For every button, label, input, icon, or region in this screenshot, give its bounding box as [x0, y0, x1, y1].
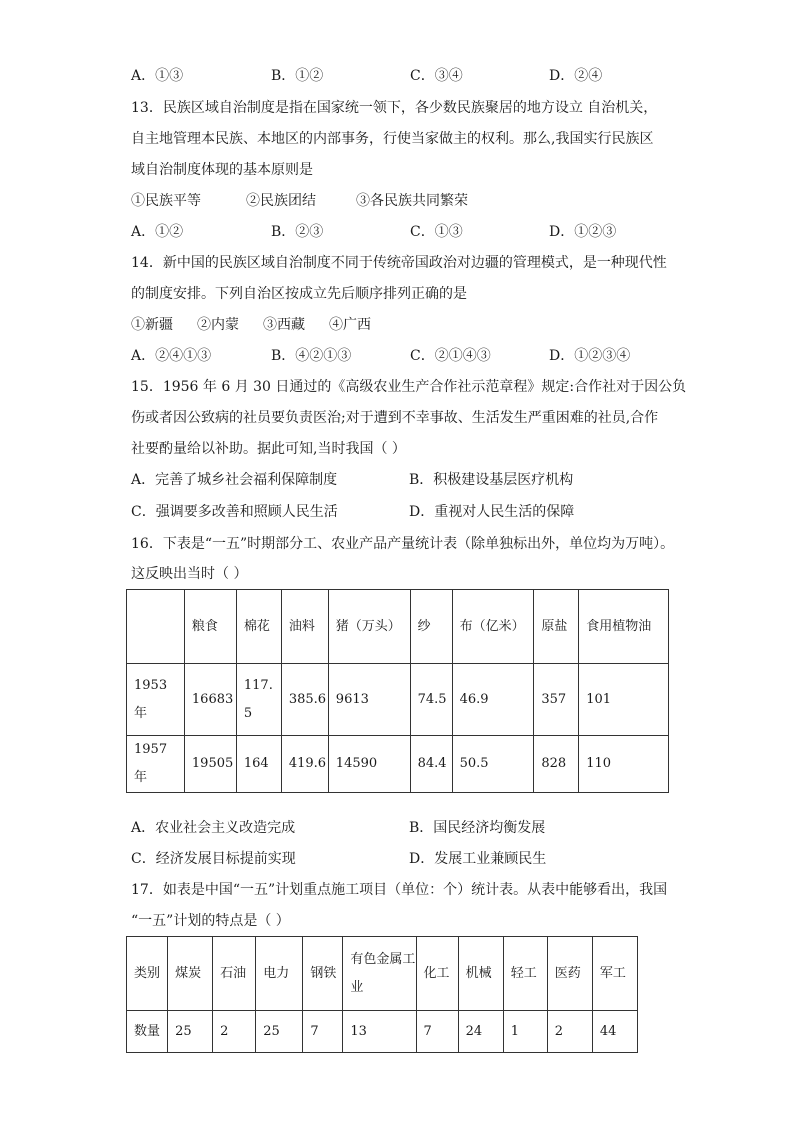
table-cell: 24: [458, 1011, 503, 1053]
table-cell: 101: [579, 664, 669, 736]
table-cell: 828: [534, 736, 579, 793]
table-row: [127, 736, 669, 793]
table-header-cell: 机械: [458, 937, 503, 1011]
q15-option-b: B．积极建设基层医疗机构: [409, 472, 574, 488]
table-cell: 14590: [328, 736, 410, 793]
q14-item-2: ②内蒙: [197, 317, 239, 333]
table-header-cell: 纱: [410, 590, 452, 664]
q15-option-a: A．完善了城乡社会福利保障制度: [131, 472, 338, 488]
table-cell: 117.5: [236, 664, 281, 736]
table-cell: 419.6: [281, 736, 328, 793]
table-cell: 13: [343, 1011, 416, 1053]
table-cell: 385.6: [281, 664, 328, 736]
q16-option-a: A．农业社会主义改造完成: [131, 820, 296, 836]
q13-option-a: A．①②: [131, 224, 184, 240]
table-row: [127, 664, 669, 736]
q15-stem-line-3: 社要酌量给以补助。据此可知,当时我国（ ）: [131, 441, 406, 457]
q14-item-3: ③西藏: [263, 317, 305, 333]
table-cell: 357: [534, 664, 579, 736]
q13-option-d: D．①②③: [549, 224, 617, 240]
table-cell: 74.5: [410, 664, 452, 736]
table-cell: 46.9: [452, 664, 534, 736]
q13-stem-line-3: 域自治制度体现的基本原则是: [131, 162, 313, 178]
table-header-cell: 粮食: [184, 590, 236, 664]
table-header-cell: 原盐: [534, 590, 579, 664]
q12-option-a: A．①③: [131, 68, 184, 84]
q12-option-c: C．③④: [410, 68, 463, 84]
q15-options-row-1: [131, 470, 691, 490]
table-header-cell: 煤炭: [168, 937, 213, 1011]
q15-option-c: C．强调要多改善和照顾人民生活: [131, 504, 338, 520]
q16-option-d: D．发展工业兼顾民生: [409, 851, 547, 867]
table-row: [127, 1011, 638, 1053]
q13-stem-line-2: 自主地管理本民族、本地区的内部事务，行使当家做主的权利。那么,我国实行民族区: [131, 131, 654, 147]
table-header-cell: 有色金属工业: [343, 937, 416, 1011]
table-cell: 164: [236, 736, 281, 793]
table-header-cell: 军工: [592, 937, 637, 1011]
q16-options-row-2: [131, 849, 691, 869]
table-cell: 1953 年: [127, 664, 185, 736]
table-cell: 19505: [184, 736, 236, 793]
q16-options-row-1: [131, 818, 691, 838]
q16-option-c: C．经济发展目标提前实现: [131, 851, 296, 867]
q16-stem-line-1: 16．下表是“一五”时期部分工、农业产品产量统计表（除单独标出外，单位均为万吨）。: [131, 536, 675, 552]
table-cell: 数量: [127, 1011, 168, 1053]
table-cell: 84.4: [410, 736, 452, 793]
table-header-cell: 猪（万头）: [328, 590, 410, 664]
q14-options: [131, 346, 691, 366]
q13-items: [131, 191, 691, 211]
table-cell: 9613: [328, 664, 410, 736]
table-cell: 44: [592, 1011, 637, 1053]
table-header-cell: 钢铁: [303, 937, 343, 1011]
q14-stem-line-2: 的制度安排。下列自治区按成立先后顺序排列正确的是: [131, 286, 467, 302]
q17-project-table: [126, 936, 638, 1053]
q17-table-header-row: [127, 937, 638, 1011]
table-cell: 7: [303, 1011, 343, 1053]
table-header-cell: 化工: [416, 937, 458, 1011]
table-header-cell: 油料: [281, 590, 328, 664]
q15-option-d: D．重视对人民生活的保障: [409, 504, 575, 520]
q13-options: [131, 222, 691, 242]
table-cell: 110: [579, 736, 669, 793]
q13-item-2: ②民族团结: [246, 193, 316, 209]
table-header-cell: 棉花: [236, 590, 281, 664]
q16-stem-line-2: 这反映出当时（ ）: [131, 566, 248, 582]
table-header-cell: [127, 590, 185, 664]
q14-item-1: ①新疆: [131, 317, 173, 333]
q16-production-table: [126, 589, 669, 793]
q17-stem-line-2: “一五”计划的特点是（ ）: [131, 913, 290, 929]
q14-option-c: C．②①④③: [410, 348, 491, 364]
q13-option-c: C．①③: [410, 224, 463, 240]
table-cell: 2: [213, 1011, 256, 1053]
q13-option-b: B．②③: [271, 224, 324, 240]
q13-stem-line-1: 13．民族区域自治制度是指在国家统一领下，各少数民族聚居的地方设立 自治机关，: [131, 100, 658, 116]
table-cell: 1957 年: [127, 736, 185, 793]
q16-table-header-row: [127, 590, 669, 664]
q14-item-4: ④广西: [329, 317, 371, 333]
table-cell: 25: [256, 1011, 303, 1053]
table-header-cell: 布（亿米）: [452, 590, 534, 664]
q13-item-3: ③各民族共同繁荣: [356, 193, 468, 209]
q14-option-d: D．①②③④: [549, 348, 631, 364]
q15-options-row-2: [131, 502, 691, 522]
table-cell: 2: [547, 1011, 592, 1053]
q16-option-b: B．国民经济均衡发展: [409, 820, 546, 836]
table-cell: 25: [168, 1011, 213, 1053]
table-header-cell: 石油: [213, 937, 256, 1011]
q14-option-a: A．②④①③: [131, 348, 212, 364]
q15-stem-line-1: 15．1956 年 6 月 30 日通过的《高级农业生产合作社示范章程》规定:合作社对于因公负: [131, 379, 687, 395]
q12-options: [131, 66, 691, 86]
table-header-cell: 轻工: [503, 937, 547, 1011]
table-header-cell: 食用植物油: [579, 590, 669, 664]
q14-stem-line-1: 14．新中国的民族区域自治制度不同于传统帝国政治对边疆的管理模式，是一种现代性: [131, 255, 667, 271]
table-cell: 16683: [184, 664, 236, 736]
table-cell: 7: [416, 1011, 458, 1053]
q15-stem-line-2: 伤或者因公致病的社员要负责医治;对于遭到不幸事故、生活发生严重困难的社员,合作: [131, 410, 659, 426]
q12-option-b: B．①②: [271, 68, 324, 84]
table-cell: 50.5: [452, 736, 534, 793]
table-cell: 1: [503, 1011, 547, 1053]
q12-option-d: D．②④: [549, 68, 603, 84]
q17-stem-line-1: 17．如表是中国“一五”计划重点施工项目（单位：个）统计表。从表中能够看出，我国: [131, 882, 668, 898]
q14-items: [131, 315, 691, 335]
table-header-cell: 类别: [127, 937, 168, 1011]
table-header-cell: 电力: [256, 937, 303, 1011]
table-header-cell: 医药: [547, 937, 592, 1011]
q13-item-1: ①民族平等: [131, 193, 201, 209]
q14-option-b: B．④②①③: [271, 348, 352, 364]
